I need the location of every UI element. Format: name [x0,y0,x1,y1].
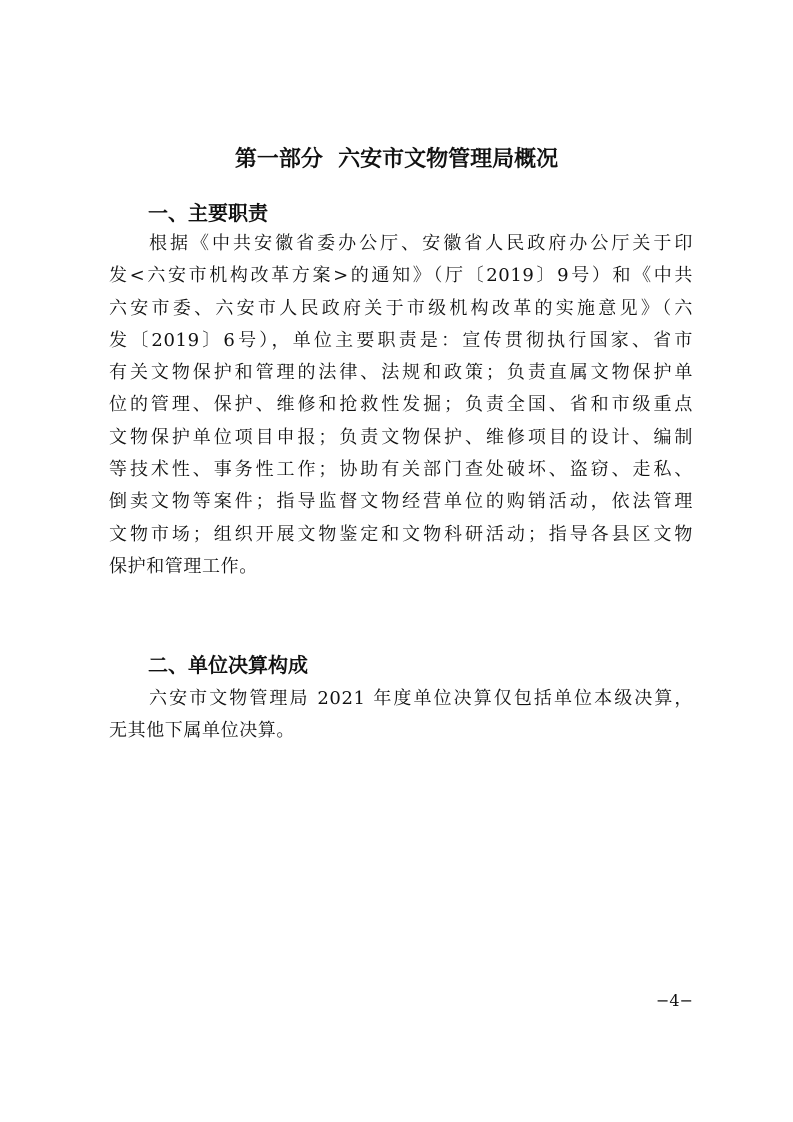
section-heading-budget-composition: 二、单位决算构成 [148,653,308,677]
page-title: 第一部分 六安市文物管理局概况 [234,147,559,172]
paragraph-line: 文物市场；组织开展文物鉴定和文物科研活动；指导各县区文物 [109,523,693,545]
section-heading-main-duties: 一、主要职责 [148,201,268,225]
page-number: −4− [656,991,693,1010]
paragraph-line: 发〔2019〕6号），单位主要职责是：宣传贯彻执行国家、省市 [109,329,693,351]
paragraph-line: 无其他下属单位决算。 [109,720,295,742]
paragraph-line: 倒卖文物等案件；指导监督文物经营单位的购销活动，依法管理 [109,491,693,513]
paragraph-line: 保护和管理工作。 [109,555,258,577]
paragraph-line: 有关文物保护和管理的法律、法规和政策；负责直属文物保护单 [109,362,693,384]
paragraph-line: 六安市文物管理局 2021 年度单位决算仅包括单位本级决算， [149,688,693,709]
paragraph-main-duties [109,228,693,583]
paragraph-line: 发<六安市机构改革方案>的通知》（厅〔2019〕9号）和《中共 [109,265,693,287]
paragraph-line: 位的管理、保护、维修和抢救性发掘；负责全国、省和市级重点 [109,394,693,416]
paragraph-budget-composition [109,683,693,748]
paragraph-line: 文物保护单位项目申报；负责文物保护、维修项目的设计、编制 [109,426,693,448]
paragraph-line: 根据《中共安徽省委办公厅、安徽省人民政府办公厅关于印 [149,233,693,254]
paragraph-line: 等技术性、事务性工作；协助有关部门查处破坏、盗窃、走私、 [109,459,693,481]
paragraph-line: 六安市委、六安市人民政府关于市级机构改革的实施意见》（六 [109,297,693,319]
